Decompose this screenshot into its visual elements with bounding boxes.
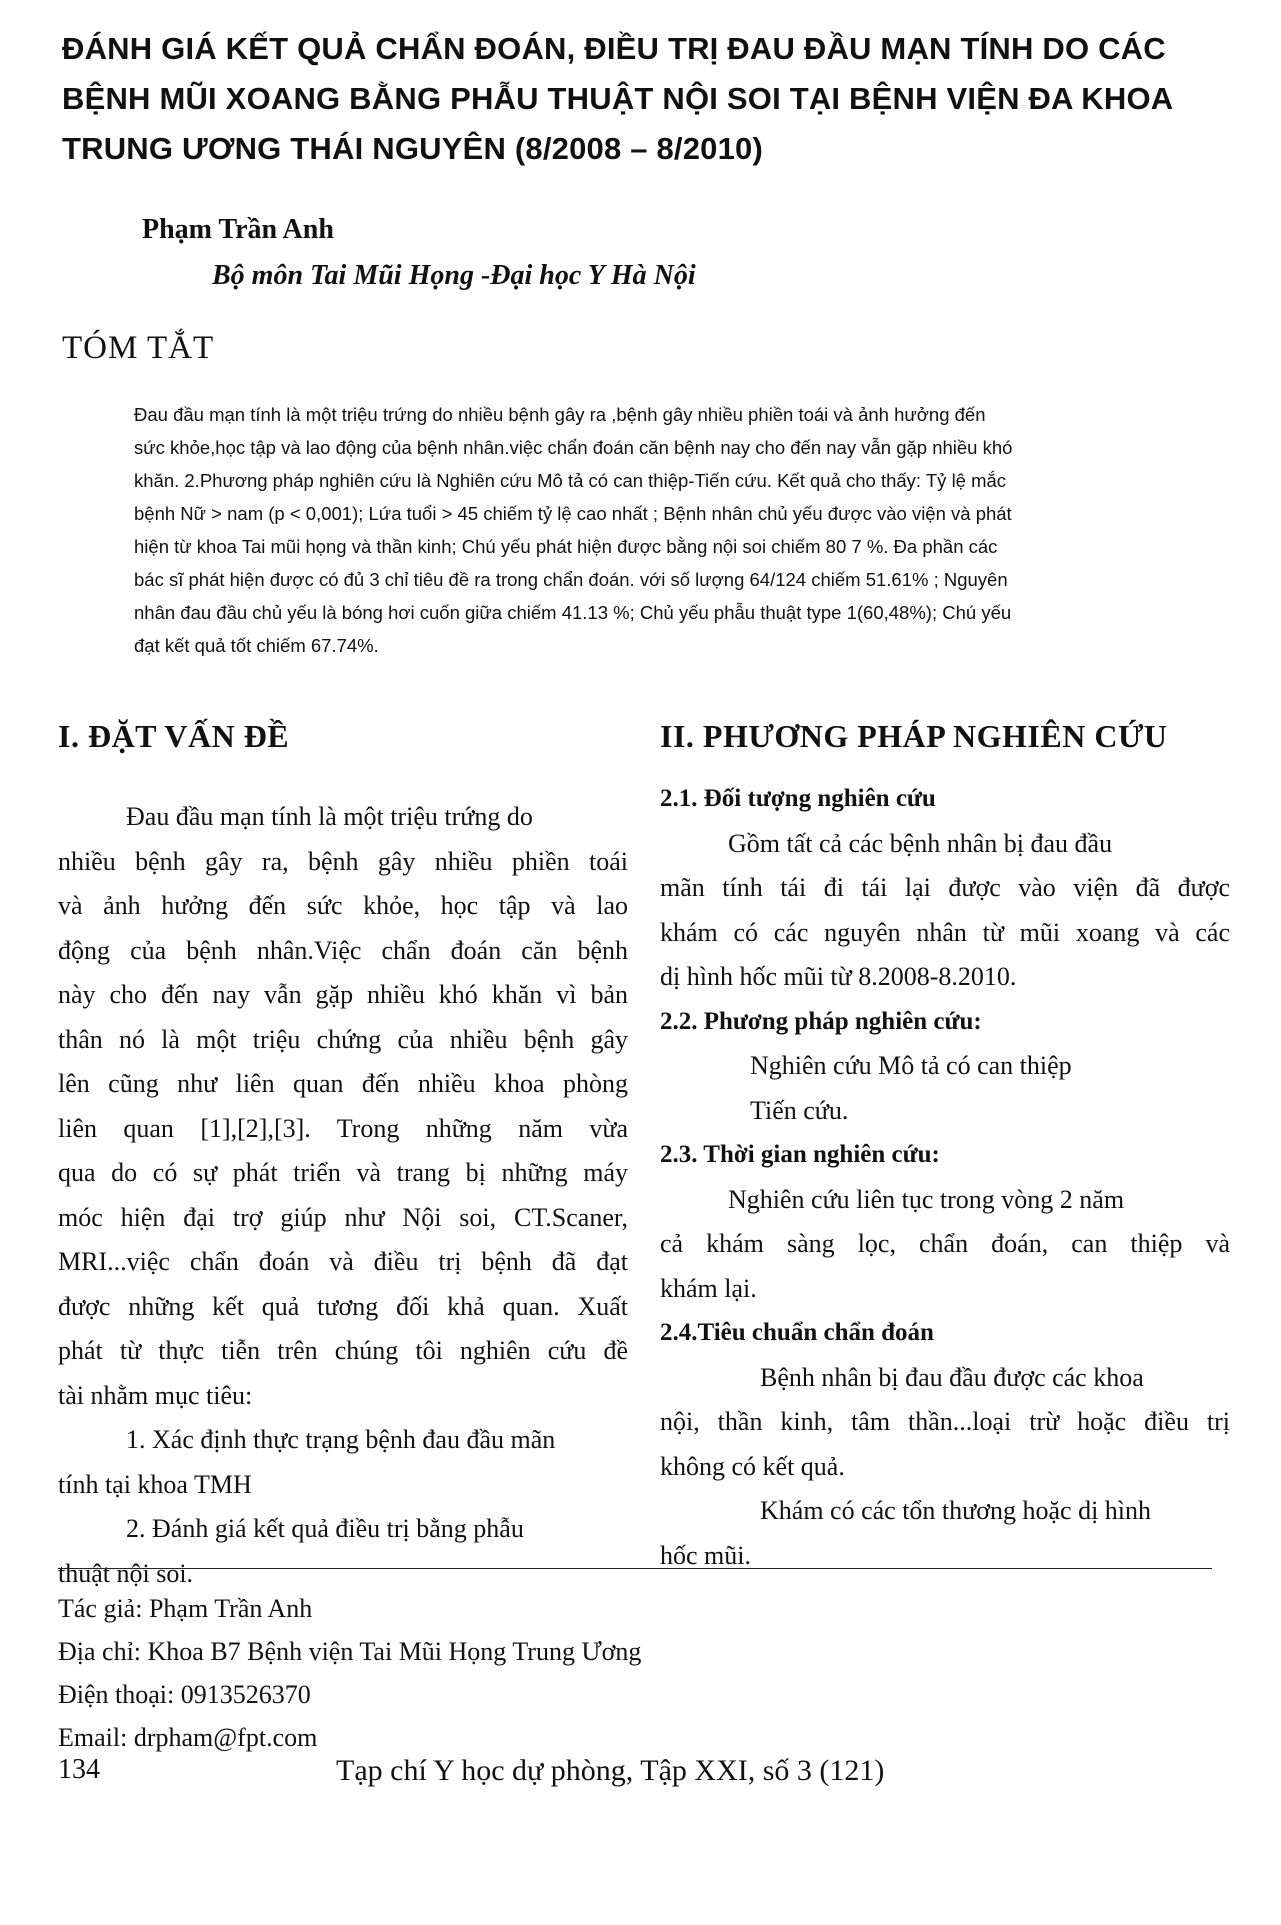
intro-line: thân nó là một triệu chứng của nhiều bệnh gây (58, 1024, 628, 1054)
methods-line: không có kết quả. (660, 1451, 845, 1481)
page-number: 134 (58, 1754, 100, 1785)
abstract-line: khăn. 2.Phương pháp nghiên cứu là Nghiên cứu Mô tả có can thiệp-Tiến cứu. Kết quả cho thấy: Tỷ lệ mắc (134, 470, 1007, 491)
intro-line: liên quan [1],[2],[3]. Trong những năm vừa (58, 1113, 628, 1143)
title-line: ĐÁNH GIÁ KẾT QUẢ CHẨN ĐOÁN, ĐIỀU TRỊ ĐAU ĐẦU MẠN TÍNH DO CÁC (62, 31, 1166, 66)
intro-line: Đau đầu mạn tính là một triệu trứng do (126, 802, 533, 831)
intro-line: phát từ thực tiễn trên chúng tôi nghiên cứu đề (58, 1336, 628, 1365)
abstract-line: đạt kết quả tốt chiếm 67.74%. (134, 635, 379, 656)
methods-line: Khám có các tổn thương hoặc dị hình (760, 1496, 1152, 1525)
section-heading-methods: II. PHƯƠNG PHÁP NGHIÊN CỨU (660, 718, 1168, 754)
author-affiliation: Bộ môn Tai Mũi Họng -Đại học Y Hà Nội (212, 260, 696, 291)
subheading-study-subjects: 2.1. Đối tượng nghiên cứu (660, 785, 936, 812)
methods-line: khám có các nguyên nhân từ mũi xoang và các (660, 917, 1230, 947)
methods-line: Nghiên cứu liên tục trong vòng 2 năm (728, 1184, 1125, 1214)
abstract-line: bác sĩ phát hiện được có đủ 3 chỉ tiêu đề ra trong chẩn đoán. với số lượng 64/124 chiếm 51.61% ; Nguyên (134, 569, 1008, 590)
abstract-line: bệnh Nữ > nam (p < 0,001); Lứa tuổi > 45 chiếm tỷ lệ cao nhất ; Bệnh nhân chủ yếu được vào viện và phát (134, 503, 1012, 524)
author-footnote (58, 1587, 641, 1759)
intro-line: động của bệnh nhân.Việc chẩn đoán căn bệnh (58, 935, 628, 965)
intro-line: này cho đến nay vẫn gặp nhiều khó khăn vì bản (58, 980, 628, 1009)
methods-line: Nghiên cứu Mô tả có can thiệp (750, 1051, 1072, 1080)
abstract-line: sức khỏe,học tập và lao động của bệnh nhân.việc chẩn đoán căn bệnh nay cho đến nay vẫn gặp nhiều khó (134, 437, 1013, 458)
footnote-author: Tác giả: Phạm Trần Anh (58, 1594, 313, 1623)
title-line: TRUNG ƯƠNG THÁI NGUYÊN (8/2008 – 8/2010) (62, 131, 764, 166)
section-heading-introduction: I. ĐẶT VẤN ĐỀ (58, 718, 290, 754)
intro-line: được những kết quả tương đối khả quan. Xuất (58, 1291, 628, 1321)
footnote-email: Email: drpham@fpt.com (58, 1723, 318, 1752)
left-column (58, 718, 628, 1596)
intro-line: MRI...việc chẩn đoán và điều trị bệnh đã đạt (58, 1247, 628, 1276)
article-title (62, 24, 1232, 174)
methods-line: Bệnh nhân bị đau đầu được các khoa (760, 1362, 1144, 1392)
methods-line: Gồm tất cả các bệnh nhân bị đau đầu (728, 828, 1113, 858)
methods-line: hốc mũi. (660, 1540, 751, 1570)
abstract-line: hiện từ khoa Tai mũi họng và thần kinh; Chú yếu phát hiện được bằng nội soi chiếm 80 7 %. Đa phần các (134, 536, 998, 557)
footnote-address: Địa chỉ: Khoa B7 Bệnh viện Tai Mũi Họng Trung Ương (58, 1637, 642, 1666)
methods-line: cả khám sàng lọc, chẩn đoán, can thiệp và (660, 1229, 1230, 1258)
right-column (660, 718, 1230, 1578)
abstract-heading: TÓM TẮT (62, 330, 215, 366)
intro-line: và ảnh hưởng đến sức khỏe, học tập và lao (58, 891, 628, 920)
intro-line: nhiều bệnh gây ra, bệnh gây nhiều phiền toái (58, 846, 628, 876)
footnote-phone: Điện thoại: 0913526370 (58, 1680, 311, 1709)
abstract-line: nhân đau đầu chủ yếu là bóng hơi cuốn giữa chiếm 41.13 %; Chủ yếu phẫu thuật type 1(60,48%); Chú yếu (134, 602, 1012, 623)
subheading-study-method: 2.2. Phương pháp nghiên cứu: (660, 1007, 982, 1035)
intro-line: lên cũng như liên quan đến nhiều khoa phòng (58, 1069, 628, 1098)
intro-line: tài nhằm mục tiêu: (58, 1380, 253, 1410)
journal-citation: Tạp chí Y học dự phòng, Tập XXI, số 3 (121) (336, 1754, 885, 1787)
methods-line: nội, thần kinh, tâm thần...loại trừ hoặc điều trị (660, 1407, 1230, 1436)
methods-line: khám lại. (660, 1273, 757, 1303)
abstract-body (134, 398, 1214, 662)
subheading-study-time: 2.3. Thời gian nghiên cứu: (660, 1141, 940, 1168)
intro-line: móc hiện đại trợ giúp như Nội soi, CT.Scaner, (58, 1202, 628, 1232)
footnote-divider (58, 1568, 1212, 1569)
abstract-line: Đau đầu mạn tính là một triệu trứng do nhiều bệnh gây ra ,bệnh gây nhiều phiền toái và ảnh hưởng đến (134, 404, 986, 425)
intro-line: qua do có sự phát triển và trang bị những máy (58, 1158, 628, 1187)
author-name: Phạm Trần Anh (142, 214, 334, 245)
objective-line: tính tại khoa TMH (58, 1469, 252, 1499)
methods-line: mãn tính tái đi tái lại được vào viện đã được (660, 873, 1230, 902)
methods-line: dị hình hốc mũi từ 8.2008-8.2010. (660, 962, 1017, 991)
objective-line: 2. Đánh giá kết quả điều trị bằng phẫu (126, 1514, 524, 1543)
objective-line: 1. Xác định thực trạng bệnh đau đầu mãn (126, 1425, 556, 1454)
objective-line: thuật nội soi. (58, 1558, 194, 1588)
methods-line: Tiến cứu. (750, 1095, 849, 1125)
subheading-diagnostic-criteria: 2.4.Tiêu chuẩn chẩn đoán (660, 1319, 934, 1346)
title-line: BỆNH MŨI XOANG BẰNG PHẪU THUẬT NỘI SOI TẠI BỆNH VIỆN ĐA KHOA (62, 81, 1174, 116)
